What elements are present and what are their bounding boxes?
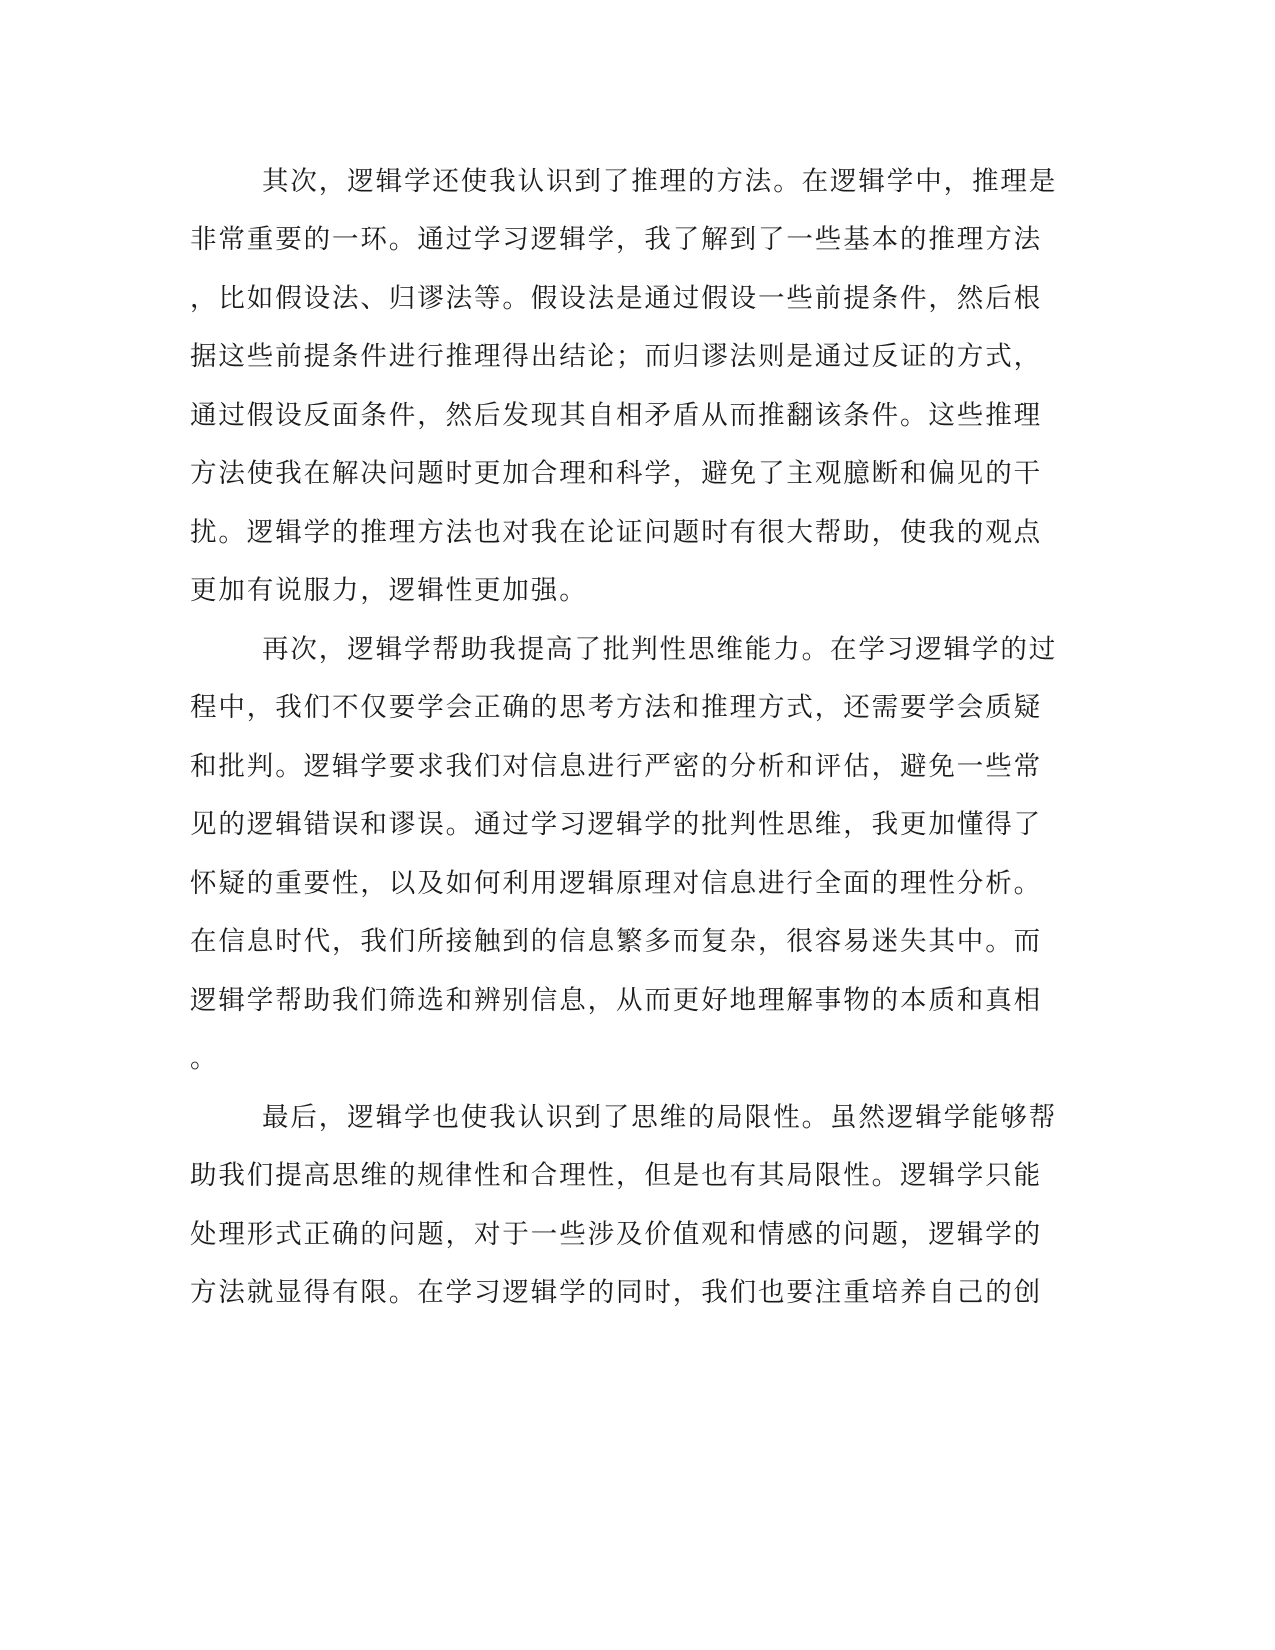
paragraph-line: 怀疑的重要性，以及如何利用逻辑原理对信息进行全面的理性分析。: [190, 868, 1042, 899]
paragraph-line: 在信息时代，我们所接触到的信息繁多而复杂，很容易迷失其中。而: [190, 926, 1042, 957]
paragraph-line: 程中，我们不仅要学会正确的思考方法和推理方式，还需要学会质疑: [190, 692, 1042, 723]
paragraph-line: 和批判。逻辑学要求我们对信息进行严密的分析和评估，避免一些常: [190, 751, 1042, 782]
paragraph-line: 据这些前提条件进行推理得出结论；而归谬法则是通过反证的方式，: [190, 341, 1042, 372]
paragraph-line: 处理形式正确的问题，对于一些涉及价值观和情感的问题，逻辑学的: [190, 1219, 1042, 1250]
paragraph-line: 更加有说服力，逻辑性更加强。: [190, 575, 588, 606]
paragraph-line: ，比如假设法、归谬法等。假设法是通过假设一些前提条件，然后根: [190, 283, 1042, 314]
paragraph-line: 再次，逻辑学帮助我提高了批判性思维能力。在学习逻辑学的过: [262, 634, 1058, 665]
paragraph-line: 助我们提高思维的规律性和合理性，但是也有其局限性。逻辑学只能: [190, 1160, 1042, 1191]
paragraph-line: 见的逻辑错误和谬误。通过学习逻辑学的批判性思维，我更加懂得了: [190, 809, 1042, 840]
paragraph-line: 非常重要的一环。通过学习逻辑学，我了解到了一些基本的推理方法: [190, 224, 1042, 255]
paragraph-line: 其次，逻辑学还使我认识到了推理的方法。在逻辑学中，推理是: [262, 166, 1058, 197]
paragraph-line: 逻辑学帮助我们筛选和辨别信息，从而更好地理解事物的本质和真相: [190, 985, 1042, 1016]
paragraph-line: 方法就显得有限。在学习逻辑学的同时，我们也要注重培养自己的创: [190, 1277, 1042, 1308]
paragraph-line: 扰。逻辑学的推理方法也对我在论证问题时有很大帮助，使我的观点: [190, 517, 1042, 548]
paragraph-line: 通过假设反面条件，然后发现其自相矛盾从而推翻该条件。这些推理: [190, 400, 1042, 431]
paragraph-line: 。: [190, 1043, 219, 1074]
paragraph-line: 最后，逻辑学也使我认识到了思维的局限性。虽然逻辑学能够帮: [262, 1102, 1058, 1133]
paragraph-line: 方法使我在解决问题时更加合理和科学，避免了主观臆断和偏见的干: [190, 458, 1042, 489]
